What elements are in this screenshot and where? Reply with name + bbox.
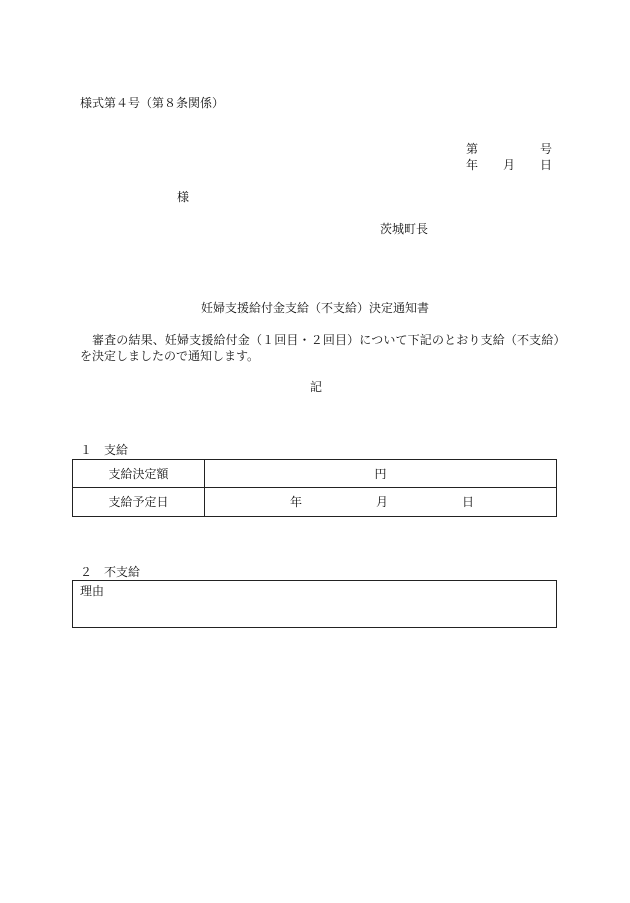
date-day: 日 [540, 158, 553, 172]
pay-day: 日 [462, 495, 475, 509]
doc-no-suffix: 号 [540, 142, 553, 156]
form-number: 様式第４号（第８条関係） [80, 96, 225, 110]
doc-no-prefix: 第 [466, 142, 479, 156]
ki-label: 記 [310, 380, 323, 394]
section1-heading: １ 支給 [80, 443, 129, 457]
reason-label: 理由 [80, 584, 105, 598]
amount-label: 支給決定額 [73, 460, 205, 488]
table-row [73, 460, 557, 488]
section2-heading: ２ 不支給 [80, 565, 141, 579]
table-row [73, 488, 557, 517]
date-year: 年 [466, 158, 479, 172]
payment-table [72, 459, 557, 517]
date-month: 月 [503, 158, 516, 172]
body-line-1: 審査の結果、妊婦支援給付金（１回目・２回目）について下記のとおり支給（不支給） [92, 333, 566, 347]
recipient-suffix: 様 [177, 190, 190, 204]
date-label: 支給予定日 [73, 488, 205, 517]
amount-value: 円 [205, 460, 557, 488]
pay-month: 月 [376, 495, 389, 509]
reason-box [72, 580, 557, 628]
payment-date [205, 488, 557, 517]
pay-year: 年 [290, 495, 303, 509]
issuer: 茨城町長 [380, 222, 429, 236]
body-line-2: を決定しましたので通知します。 [80, 349, 260, 363]
document-title: 妊婦支援給付金支給（不支給）決定通知書 [200, 301, 429, 315]
